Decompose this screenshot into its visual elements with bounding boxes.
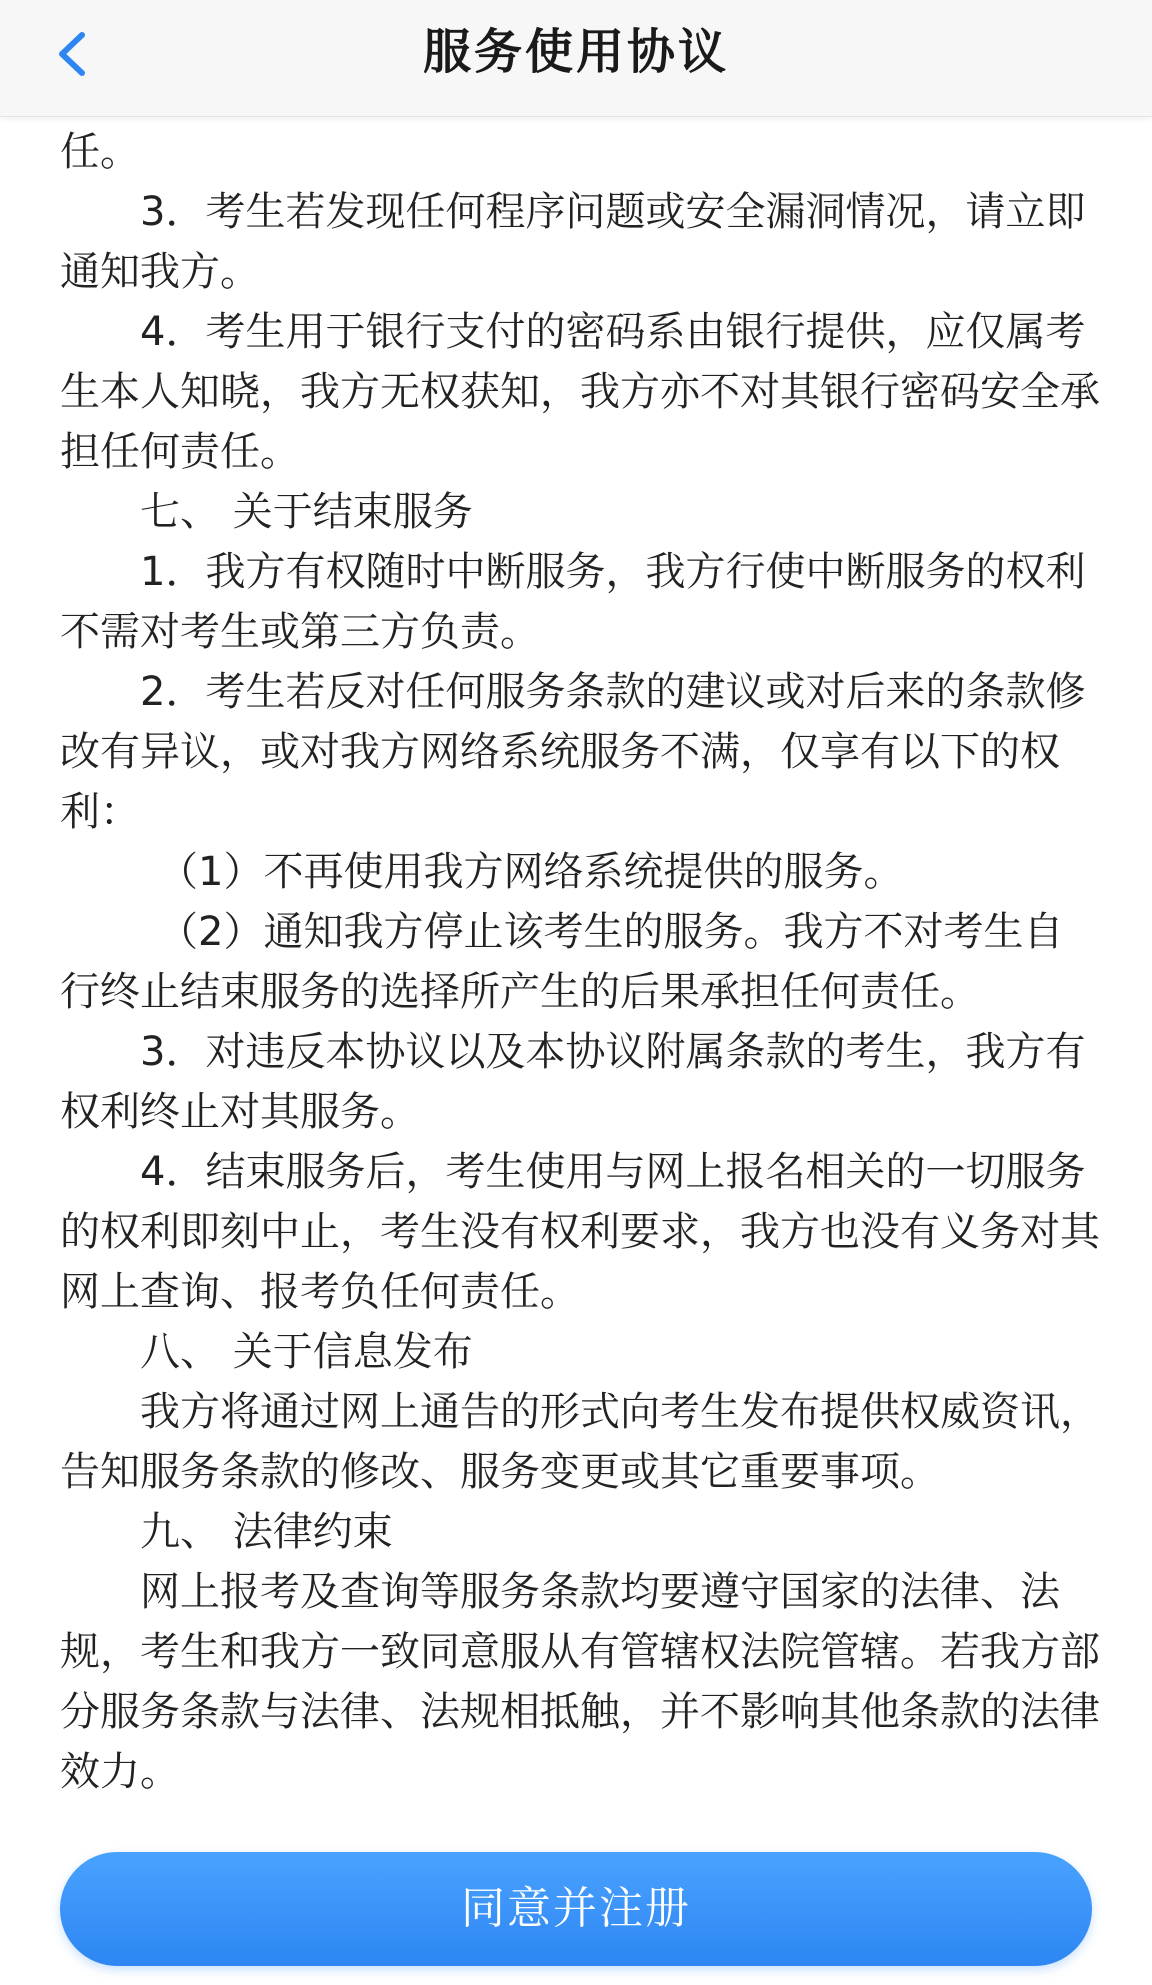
agreement-subitem: （2）通知我方停止该考生的服务。我方不对考生自行终止结束服务的选择所产生的后果承担任何责任。	[60, 909, 1064, 1015]
agreement-paragraph: 2．考生若反对任何服务条款的建议或对后来的条款修改有异议，或对我方网络系统服务不满，仅享有以下的权利：	[60, 669, 1086, 835]
agreement-paragraph: 4．结束服务后，考生使用与网上报名相关的一切服务的权利即刻中止，考生没有权利要求，我方也没有义务对其网上查询、报考负任何责任。	[60, 1149, 1100, 1315]
section-heading: 九、 法律约束	[140, 1509, 393, 1555]
agreement-paragraph: 3．对违反本协议以及本协议附属条款的考生，我方有权利终止对其服务。	[60, 1029, 1086, 1135]
agreement-text	[60, 122, 1100, 1802]
agreement-paragraph: 4．考生用于银行支付的密码系由银行提供，应仅属考生本人知晓，我方无权获知，我方亦不对其银行密码安全承担任何责任。	[60, 309, 1100, 475]
agreement-paragraph: 1．我方有权随时中断服务，我方行使中断服务的权利不需对考生或第三方负责。	[60, 549, 1086, 655]
agreement-paragraph: 3．考生若发现任何程序问题或安全漏洞情况，请立即通知我方。	[60, 189, 1086, 295]
agree-and-register-button[interactable]: 同意并注册	[60, 1852, 1092, 1966]
page-title: 服务使用协议	[422, 24, 729, 80]
agreement-paragraph: 我方将通过网上通告的形式向考生发布提供权威资讯，告知服务条款的修改、服务变更或其它重要事项。	[60, 1389, 1100, 1495]
section-heading: 八、 关于信息发布	[140, 1329, 473, 1375]
agreement-subitem: （1）不再使用我方网络系统提供的服务。	[158, 849, 904, 895]
agreement-paragraph: 任。	[60, 129, 140, 175]
section-heading: 七、 关于结束服务	[140, 489, 473, 535]
top-nav-bar	[0, 0, 1152, 117]
agreement-paragraph: 网上报考及查询等服务条款均要遵守国家的法律、法规，考生和我方一致同意服从有管辖权法院管辖。若我方部分服务条款与法律、法规相抵触，并不影响其他条款的法律效力。	[60, 1569, 1100, 1795]
